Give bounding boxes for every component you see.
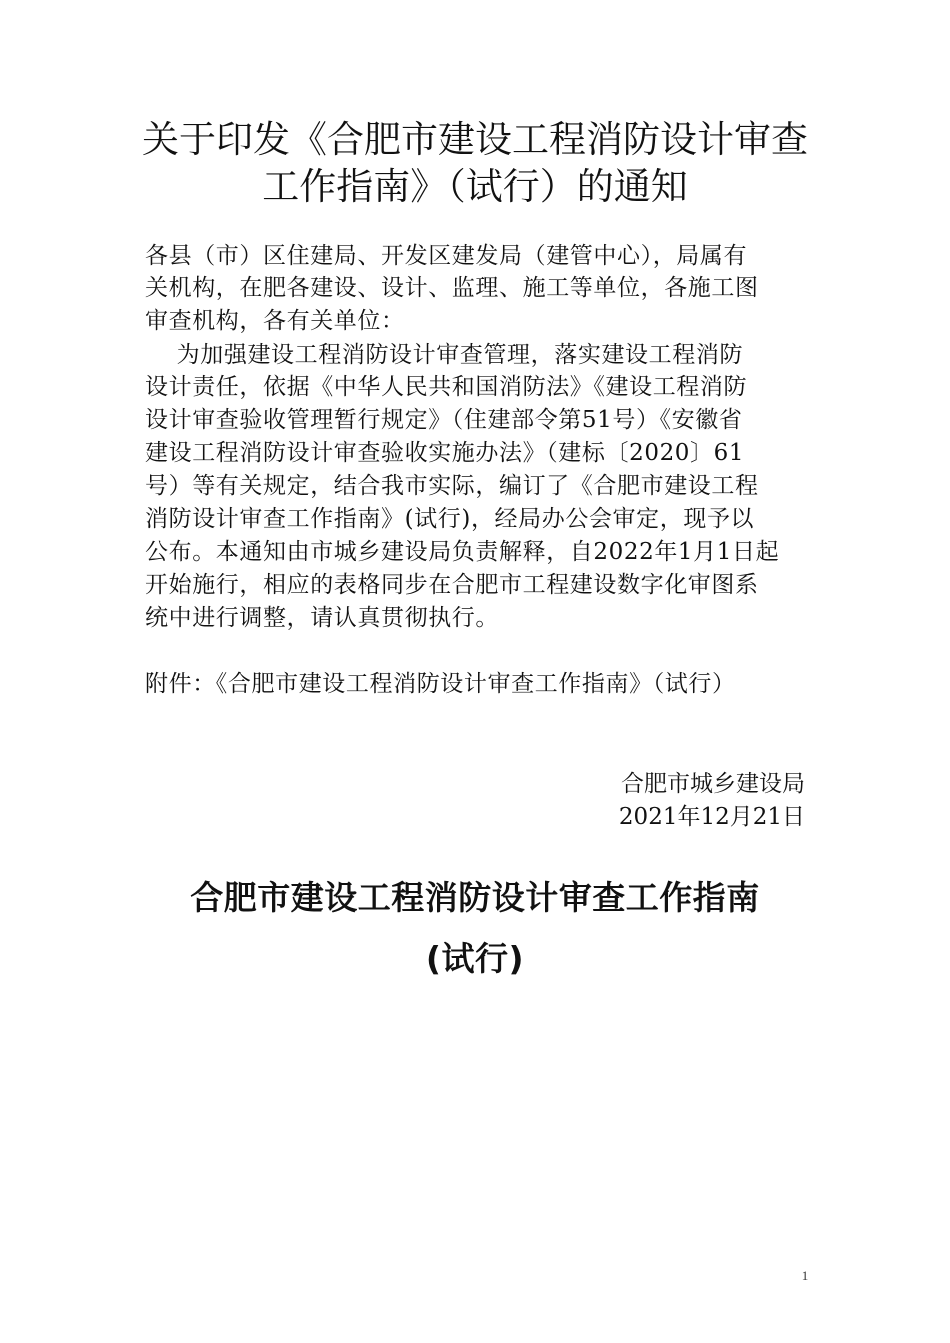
notice-title-line-2: 工作指南》（试行）的通知 — [262, 165, 688, 208]
body-line-9: 统中进行调整，请认真贯彻执行。 — [145, 605, 499, 631]
body-line-6: 消防设计审查工作指南》(试行)，经局办公会审定，现予以 — [145, 506, 755, 532]
body-line-4: 建设工程消防设计审查验收实施办法》（建标〔2020〕61 — [145, 440, 745, 466]
addressee-line-2: 关机构，在肥各建设、设计、监理、施工等单位，各施工图 — [145, 275, 759, 301]
addressee-line-1: 各县（市）区住建局、开发区建发局（建管中心），局属有 — [145, 243, 748, 269]
attachment-line: 附件：《合肥市建设工程消防设计审查工作指南》（试行） — [145, 671, 736, 697]
issue-date: 2021年12月21日 — [618, 804, 805, 830]
page-number: 1 — [801, 1268, 809, 1283]
guide-title: 合肥市建设工程消防设计审查工作指南 — [190, 878, 760, 917]
body-line-1: 为加强建设工程消防设计审查管理，落实建设工程消防 — [145, 342, 744, 368]
body-line-5: 号）等有关规定，结合我市实际，编订了《合肥市建设工程 — [145, 473, 759, 499]
body-line-3: 设计审查验收管理暂行规定》（住建部令第51号）《安徽省 — [145, 407, 743, 433]
body-line-7: 公布。本通知由市城乡建设局负责解释，自2022年1月1日起 — [145, 539, 780, 565]
guide-subtitle: (试行) — [425, 939, 525, 978]
issuer-name: 合肥市城乡建设局 — [621, 771, 805, 797]
body-line-8: 开始施行，相应的表格同步在合肥市工程建设数字化审图系 — [145, 572, 759, 598]
addressee-line-3: 审查机构，各有关单位： — [145, 308, 405, 334]
body-line-2: 设计责任，依据《中华人民共和国消防法》《建设工程消防 — [145, 374, 748, 400]
notice-title-line-1: 关于印发《合肥市建设工程消防设计审查 — [142, 118, 808, 161]
